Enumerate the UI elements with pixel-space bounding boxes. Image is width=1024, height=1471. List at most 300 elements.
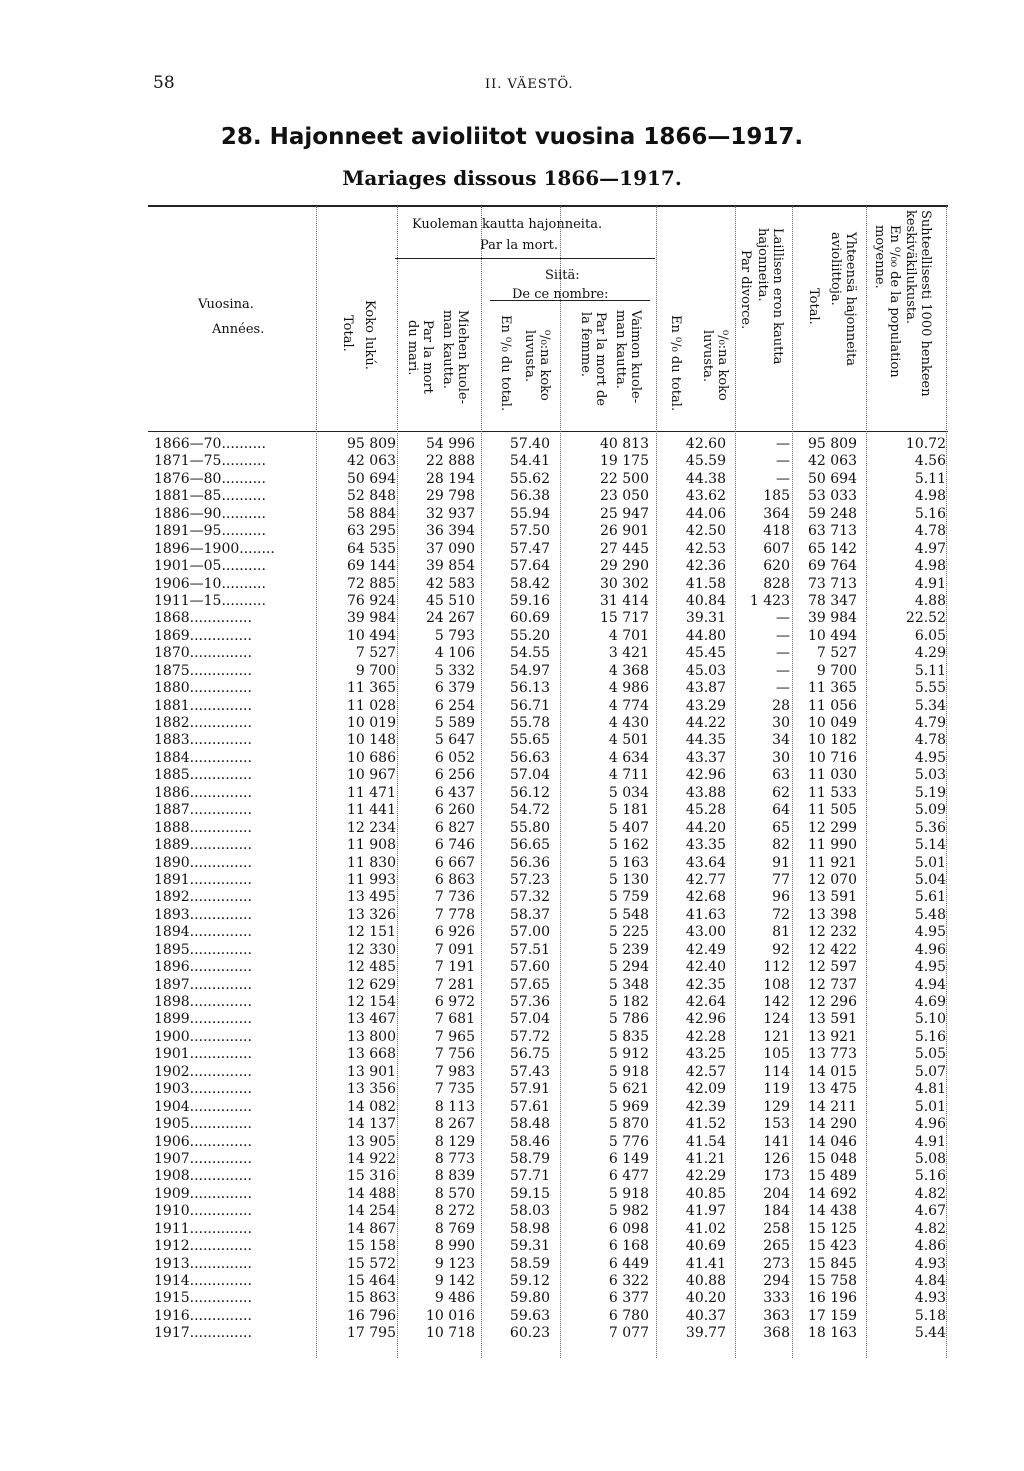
cell-husband: 8 267 bbox=[434, 1116, 475, 1133]
cell-total: 11 471 bbox=[347, 784, 396, 801]
cell-wife-pct: 45.28 bbox=[685, 802, 726, 819]
cell-husband: 7 756 bbox=[434, 1046, 475, 1063]
table-row bbox=[0, 523, 1024, 540]
header-total-fr: Total. bbox=[340, 315, 355, 352]
cell-wife: 5 130 bbox=[608, 871, 649, 888]
header-husband: Miehen kuole- man kautta. bbox=[440, 310, 470, 405]
cell-wife-pct: 40.20 bbox=[685, 1290, 726, 1307]
cell-husband: 7 735 bbox=[434, 1081, 475, 1098]
cell-divorce: 142 bbox=[763, 994, 790, 1010]
cell-wife: 5 294 bbox=[608, 959, 649, 976]
cell-wife: 5 776 bbox=[608, 1133, 649, 1150]
cell-year: 1906.............. bbox=[154, 1133, 252, 1150]
cell-total: 13 467 bbox=[347, 1011, 396, 1028]
cell-husband: 6 260 bbox=[434, 802, 475, 819]
header-sum: Yhteensä hajonneita avioliittoja. bbox=[828, 232, 858, 367]
cell-per1000: 4.82 bbox=[914, 1220, 946, 1237]
cell-year: 1871—75.......... bbox=[154, 453, 266, 470]
cell-sum: 7 527 bbox=[816, 645, 857, 662]
cell-year: 1890.............. bbox=[154, 854, 252, 871]
cell-total: 39 984 bbox=[347, 610, 396, 627]
cell-per1000: 4.84 bbox=[914, 1273, 946, 1289]
cell-wife-pct: 44.22 bbox=[685, 715, 726, 731]
cell-sum: 18 163 bbox=[808, 1325, 857, 1342]
cell-husband-pct: 60.69 bbox=[509, 610, 550, 627]
cell-husband: 5 589 bbox=[434, 715, 475, 731]
cell-wife: 19 175 bbox=[600, 453, 649, 470]
cell-husband-pct: 54.72 bbox=[509, 802, 550, 819]
cell-wife: 5 969 bbox=[608, 1098, 649, 1115]
cell-sum: 14 438 bbox=[808, 1203, 857, 1220]
cell-total: 13 495 bbox=[347, 889, 396, 906]
cell-sum: 12 737 bbox=[808, 976, 857, 993]
cell-per1000: 5.16 bbox=[914, 1168, 946, 1185]
cell-per1000: 5.10 bbox=[914, 1011, 946, 1028]
cell-per1000: 4.88 bbox=[914, 592, 946, 609]
cell-wife: 5 982 bbox=[608, 1203, 649, 1220]
cell-wife: 22 500 bbox=[600, 470, 649, 487]
cell-per1000: 5.01 bbox=[914, 854, 946, 871]
cell-husband: 22 888 bbox=[426, 453, 475, 470]
cell-wife-pct: 42.40 bbox=[685, 959, 726, 976]
cell-per1000: 4.79 bbox=[914, 715, 946, 731]
cell-sum: 10 494 bbox=[808, 627, 857, 644]
cell-husband: 9 486 bbox=[434, 1290, 475, 1307]
cell-divorce: 185 bbox=[763, 488, 790, 505]
cell-total: 10 148 bbox=[347, 732, 396, 749]
cell-wife: 4 986 bbox=[608, 680, 649, 697]
cell-wife: 5 918 bbox=[608, 1185, 649, 1202]
cell-divorce: 64 bbox=[772, 802, 790, 819]
cell-divorce: 72 bbox=[772, 906, 790, 923]
table-row bbox=[0, 558, 1024, 575]
cell-husband: 8 570 bbox=[434, 1185, 475, 1202]
cell-total: 7 527 bbox=[355, 645, 396, 662]
cell-total: 15 316 bbox=[347, 1168, 396, 1185]
cell-divorce: 620 bbox=[763, 558, 790, 575]
table-row bbox=[0, 1308, 1024, 1325]
cell-husband-pct: 57.72 bbox=[509, 1028, 550, 1045]
cell-husband-pct: 57.00 bbox=[509, 924, 550, 941]
cell-year: 1896—1900........ bbox=[154, 540, 275, 557]
cell-husband-pct: 58.48 bbox=[509, 1116, 550, 1133]
cell-wife-pct: 42.29 bbox=[685, 1168, 726, 1185]
cell-husband-pct: 59.63 bbox=[509, 1307, 550, 1324]
cell-divorce: 62 bbox=[772, 784, 790, 801]
cell-sum: 59 248 bbox=[808, 505, 857, 522]
cell-divorce: 81 bbox=[772, 924, 790, 941]
cell-wife-pct: 43.00 bbox=[685, 924, 726, 941]
cell-year: 1902.............. bbox=[154, 1063, 252, 1080]
cell-divorce: 92 bbox=[772, 941, 790, 958]
cell-wife-pct: 40.84 bbox=[685, 592, 726, 609]
cell-per1000: 4.69 bbox=[914, 994, 946, 1010]
cell-wife-pct: 42.57 bbox=[685, 1063, 726, 1080]
cell-wife-pct: 44.38 bbox=[685, 470, 726, 487]
cell-wife-pct: 42.96 bbox=[685, 767, 726, 784]
cell-wife: 31 414 bbox=[600, 592, 649, 609]
cell-per1000: 4.96 bbox=[914, 1116, 946, 1133]
cell-year: 1891—95.......... bbox=[154, 523, 266, 540]
cell-husband-pct: 58.59 bbox=[509, 1255, 550, 1272]
cell-year: 1908.............. bbox=[154, 1168, 252, 1185]
cell-per1000: 5.05 bbox=[914, 1046, 946, 1063]
header-siita: Siitä: bbox=[545, 268, 580, 283]
cell-sum: 50 694 bbox=[808, 470, 857, 487]
cell-total: 12 485 bbox=[347, 959, 396, 976]
cell-husband-pct: 58.03 bbox=[509, 1203, 550, 1220]
cell-sum: 17 159 bbox=[808, 1307, 857, 1324]
cell-sum: 14 211 bbox=[808, 1098, 857, 1115]
cell-husband-pct: 56.13 bbox=[509, 680, 550, 697]
cell-wife: 6 780 bbox=[608, 1307, 649, 1324]
cell-husband: 7 091 bbox=[434, 941, 475, 958]
cell-divorce: — bbox=[776, 645, 790, 662]
cell-husband: 7 281 bbox=[434, 976, 475, 993]
cell-wife: 27 445 bbox=[600, 540, 649, 557]
cell-wife: 5 182 bbox=[608, 994, 649, 1010]
cell-per1000: 5.16 bbox=[914, 1028, 946, 1045]
cell-per1000: 5.61 bbox=[914, 889, 946, 906]
cell-sum: 14 015 bbox=[808, 1063, 857, 1080]
cell-divorce: 294 bbox=[763, 1273, 790, 1289]
cell-per1000: 4.81 bbox=[914, 1081, 946, 1098]
cell-per1000: 4.93 bbox=[914, 1290, 946, 1307]
cell-per1000: 5.11 bbox=[914, 662, 946, 679]
cell-total: 72 885 bbox=[347, 575, 396, 592]
cell-wife: 4 711 bbox=[608, 767, 649, 784]
cell-wife: 5 918 bbox=[608, 1063, 649, 1080]
cell-total: 12 151 bbox=[347, 924, 396, 941]
cell-husband-pct: 57.04 bbox=[509, 1011, 550, 1028]
cell-total: 15 863 bbox=[347, 1290, 396, 1307]
cell-per1000: 4.78 bbox=[914, 523, 946, 540]
cell-wife: 5 348 bbox=[608, 976, 649, 993]
cell-divorce: 119 bbox=[763, 1081, 790, 1098]
table-row bbox=[0, 732, 1024, 749]
cell-wife-pct: 41.41 bbox=[685, 1255, 726, 1272]
cell-per1000: 5.04 bbox=[914, 871, 946, 888]
cell-divorce: 126 bbox=[763, 1150, 790, 1167]
cell-husband-pct: 57.71 bbox=[509, 1168, 550, 1185]
cell-year: 1901.............. bbox=[154, 1046, 252, 1063]
cell-husband: 8 990 bbox=[434, 1238, 475, 1255]
cell-wife-pct: 43.35 bbox=[685, 837, 726, 854]
cell-total: 17 795 bbox=[347, 1325, 396, 1342]
cell-divorce: — bbox=[776, 453, 790, 470]
cell-total: 16 796 bbox=[347, 1307, 396, 1324]
cell-husband-pct: 57.50 bbox=[509, 523, 550, 540]
cell-sum: 53 033 bbox=[808, 488, 857, 505]
cell-year: 1883.............. bbox=[154, 732, 252, 749]
table-row bbox=[0, 1325, 1024, 1342]
cell-husband-pct: 56.63 bbox=[509, 749, 550, 766]
cell-total: 14 867 bbox=[347, 1220, 396, 1237]
cell-per1000: 4.67 bbox=[914, 1203, 946, 1220]
cell-divorce: 153 bbox=[763, 1116, 790, 1133]
cell-divorce: — bbox=[776, 470, 790, 487]
table-row bbox=[0, 1011, 1024, 1028]
cell-year: 1909.............. bbox=[154, 1185, 252, 1202]
cell-wife: 4 501 bbox=[608, 732, 649, 749]
cell-wife-pct: 41.52 bbox=[685, 1116, 726, 1133]
cell-per1000: 5.09 bbox=[914, 802, 946, 819]
cell-husband-pct: 57.47 bbox=[509, 540, 550, 557]
cell-husband-pct: 57.32 bbox=[509, 889, 550, 906]
cell-divorce: 96 bbox=[772, 889, 790, 906]
cell-year: 1905.............. bbox=[154, 1116, 252, 1133]
cell-husband-pct: 56.38 bbox=[509, 488, 550, 505]
cell-husband: 10 016 bbox=[426, 1307, 475, 1324]
cell-divorce: — bbox=[776, 680, 790, 697]
table-row bbox=[0, 471, 1024, 488]
cell-divorce: 364 bbox=[763, 505, 790, 522]
cell-per1000: 4.82 bbox=[914, 1185, 946, 1202]
cell-wife-pct: 42.50 bbox=[685, 523, 726, 540]
cell-wife: 29 290 bbox=[600, 558, 649, 575]
cell-husband: 7 983 bbox=[434, 1063, 475, 1080]
cell-total: 14 082 bbox=[347, 1098, 396, 1115]
cell-husband-pct: 57.51 bbox=[509, 941, 550, 958]
cell-wife-pct: 42.77 bbox=[685, 871, 726, 888]
cell-husband: 8 272 bbox=[434, 1203, 475, 1220]
cell-wife: 4 774 bbox=[608, 697, 649, 714]
cell-divorce: 184 bbox=[763, 1203, 790, 1220]
cell-sum: 65 142 bbox=[808, 540, 857, 557]
cell-husband-pct: 55.20 bbox=[509, 627, 550, 644]
cell-husband: 8 769 bbox=[434, 1220, 475, 1237]
cell-per1000: 22.52 bbox=[905, 610, 946, 627]
cell-husband-pct: 57.04 bbox=[509, 767, 550, 784]
cell-total: 12 154 bbox=[347, 994, 396, 1010]
table-row bbox=[0, 820, 1024, 837]
cell-husband-pct: 55.80 bbox=[509, 819, 550, 836]
cell-year: 1889.............. bbox=[154, 837, 252, 854]
cell-year: 1886.............. bbox=[154, 784, 252, 801]
cell-per1000: 5.11 bbox=[914, 470, 946, 487]
cell-husband: 39 854 bbox=[426, 558, 475, 575]
cell-husband: 6 256 bbox=[434, 767, 475, 784]
cell-husband: 6 254 bbox=[434, 697, 475, 714]
cell-wife-pct: 40.88 bbox=[685, 1273, 726, 1289]
cell-wife: 3 421 bbox=[608, 645, 649, 662]
cell-total: 10 494 bbox=[347, 627, 396, 644]
cell-year: 1880.............. bbox=[154, 680, 252, 697]
cell-sum: 10 182 bbox=[808, 732, 857, 749]
cell-sum: 15 048 bbox=[808, 1150, 857, 1167]
cell-sum: 12 070 bbox=[808, 871, 857, 888]
header-divorce: Laillisen eron kautta hajonneita. bbox=[755, 228, 785, 365]
cell-divorce: 65 bbox=[772, 819, 790, 836]
cell-husband: 6 667 bbox=[434, 854, 475, 871]
cell-divorce: 34 bbox=[772, 732, 790, 749]
cell-total: 14 922 bbox=[347, 1150, 396, 1167]
cell-husband-pct: 58.46 bbox=[509, 1133, 550, 1150]
table-row bbox=[0, 1116, 1024, 1133]
cell-year: 1917.............. bbox=[154, 1325, 252, 1342]
cell-wife: 4 368 bbox=[608, 662, 649, 679]
cell-husband: 6 926 bbox=[434, 924, 475, 941]
cell-sum: 11 990 bbox=[808, 837, 857, 854]
cell-wife: 6 322 bbox=[608, 1273, 649, 1289]
cell-total: 11 441 bbox=[347, 802, 396, 819]
table-row bbox=[0, 576, 1024, 593]
cell-husband-pct: 57.36 bbox=[509, 994, 550, 1010]
table-row bbox=[0, 785, 1024, 802]
cell-per1000: 5.44 bbox=[914, 1325, 946, 1342]
cell-divorce: 273 bbox=[763, 1255, 790, 1272]
cell-sum: 13 591 bbox=[808, 1011, 857, 1028]
cell-husband: 7 681 bbox=[434, 1011, 475, 1028]
cell-per1000: 5.07 bbox=[914, 1063, 946, 1080]
cell-total: 10 686 bbox=[347, 749, 396, 766]
cell-wife-pct: 40.69 bbox=[685, 1238, 726, 1255]
cell-year: 1916.............. bbox=[154, 1307, 252, 1324]
cell-wife-pct: 42.35 bbox=[685, 976, 726, 993]
cell-sum: 63 713 bbox=[808, 523, 857, 540]
cell-sum: 11 030 bbox=[808, 767, 857, 784]
cell-year: 1899.............. bbox=[154, 1011, 252, 1028]
table-row bbox=[0, 698, 1024, 715]
cell-per1000: 5.08 bbox=[914, 1150, 946, 1167]
running-head: II. VÄESTÖ. bbox=[485, 77, 574, 92]
cell-sum: 95 809 bbox=[808, 436, 857, 452]
cell-per1000: 4.78 bbox=[914, 732, 946, 749]
cell-sum: 13 475 bbox=[808, 1081, 857, 1098]
table-row bbox=[0, 593, 1024, 610]
cell-year: 1911.............. bbox=[154, 1220, 252, 1237]
header-per1000: Suhteellisesti 1000 henkeen keskiväkilukusta. bbox=[903, 210, 933, 397]
cell-husband: 6 827 bbox=[434, 819, 475, 836]
cell-husband-pct: 54.55 bbox=[509, 645, 550, 662]
cell-husband-pct: 56.75 bbox=[509, 1046, 550, 1063]
cell-husband-pct: 56.36 bbox=[509, 854, 550, 871]
cell-sum: 69 764 bbox=[808, 558, 857, 575]
table-row bbox=[0, 959, 1024, 976]
cell-wife-pct: 41.58 bbox=[685, 575, 726, 592]
cell-wife-pct: 45.45 bbox=[685, 645, 726, 662]
cell-total: 69 144 bbox=[347, 558, 396, 575]
table-body bbox=[0, 436, 1024, 1343]
cell-wife-pct: 42.60 bbox=[685, 436, 726, 452]
cell-wife: 4 634 bbox=[608, 749, 649, 766]
header-siita-fr: De ce nombre: bbox=[512, 287, 609, 302]
cell-year: 1895.............. bbox=[154, 941, 252, 958]
cell-wife: 5 548 bbox=[608, 906, 649, 923]
cell-sum: 10 049 bbox=[808, 715, 857, 731]
cell-wife: 5 786 bbox=[608, 1011, 649, 1028]
cell-year: 1915.............. bbox=[154, 1290, 252, 1307]
cell-per1000: 6.05 bbox=[914, 627, 946, 644]
cell-husband: 8 113 bbox=[434, 1098, 475, 1115]
cell-wife: 5 912 bbox=[608, 1046, 649, 1063]
cell-husband-pct: 58.98 bbox=[509, 1220, 550, 1237]
header-wife-fr: Par la mort de la femme. bbox=[578, 312, 608, 407]
cell-per1000: 4.91 bbox=[914, 1133, 946, 1150]
cell-husband: 32 937 bbox=[426, 505, 475, 522]
cell-divorce: 105 bbox=[763, 1046, 790, 1063]
cell-per1000: 4.95 bbox=[914, 959, 946, 976]
cell-total: 42 063 bbox=[347, 453, 396, 470]
cell-sum: 14 290 bbox=[808, 1116, 857, 1133]
table-row bbox=[0, 663, 1024, 680]
cell-husband: 37 090 bbox=[426, 540, 475, 557]
cell-sum: 15 758 bbox=[808, 1273, 857, 1289]
cell-sum: 13 398 bbox=[808, 906, 857, 923]
cell-year: 1881.............. bbox=[154, 697, 252, 714]
cell-total: 95 809 bbox=[347, 436, 396, 452]
cell-husband: 7 965 bbox=[434, 1028, 475, 1045]
cell-sum: 12 299 bbox=[808, 819, 857, 836]
cell-per1000: 4.29 bbox=[914, 645, 946, 662]
cell-husband-pct: 56.12 bbox=[509, 784, 550, 801]
cell-divorce: 173 bbox=[763, 1168, 790, 1185]
cell-year: 1911—15.......... bbox=[154, 592, 266, 609]
table-row bbox=[0, 802, 1024, 819]
cell-sum: 12 296 bbox=[808, 994, 857, 1010]
cell-divorce: — bbox=[776, 662, 790, 679]
cell-husband-pct: 59.16 bbox=[509, 592, 550, 609]
cell-wife: 23 050 bbox=[600, 488, 649, 505]
cell-sum: 73 713 bbox=[808, 575, 857, 592]
cell-total: 12 330 bbox=[347, 941, 396, 958]
table-title: 28. Hajonneet avioliitot vuosina 1866—1917. bbox=[220, 124, 804, 150]
cell-wife: 30 302 bbox=[600, 575, 649, 592]
cell-total: 76 924 bbox=[347, 592, 396, 609]
cell-sum: 39 984 bbox=[808, 610, 857, 627]
cell-husband-pct: 55.65 bbox=[509, 732, 550, 749]
cell-divorce: 1 423 bbox=[749, 592, 790, 609]
cell-sum: 78 347 bbox=[808, 592, 857, 609]
cell-husband-pct: 55.78 bbox=[509, 715, 550, 731]
cell-wife: 25 947 bbox=[600, 505, 649, 522]
cell-husband: 54 996 bbox=[426, 436, 475, 452]
table-row bbox=[0, 767, 1024, 784]
table-row bbox=[0, 924, 1024, 941]
cell-year: 1912.............. bbox=[154, 1238, 252, 1255]
cell-husband-pct: 56.65 bbox=[509, 837, 550, 854]
cell-divorce: 333 bbox=[763, 1290, 790, 1307]
cell-husband: 7 736 bbox=[434, 889, 475, 906]
cell-husband: 45 510 bbox=[426, 592, 475, 609]
cell-total: 11 028 bbox=[347, 697, 396, 714]
cell-total: 15 572 bbox=[347, 1255, 396, 1272]
cell-per1000: 5.36 bbox=[914, 819, 946, 836]
cell-husband: 7 191 bbox=[434, 959, 475, 976]
header-wife: Vaimon kuole- man kautta. bbox=[613, 310, 643, 404]
cell-divorce: 108 bbox=[763, 976, 790, 993]
table-row bbox=[0, 1046, 1024, 1063]
cell-wife: 5 181 bbox=[608, 802, 649, 819]
cell-divorce: 30 bbox=[772, 715, 790, 731]
cell-per1000: 4.98 bbox=[914, 558, 946, 575]
cell-husband: 8 839 bbox=[434, 1168, 475, 1185]
cell-wife-pct: 42.09 bbox=[685, 1081, 726, 1098]
cell-wife-pct: 42.64 bbox=[685, 994, 726, 1010]
cell-year: 1888.............. bbox=[154, 819, 252, 836]
header-death-group-fr: Par la mort. bbox=[480, 238, 559, 253]
cell-wife-pct: 43.62 bbox=[685, 488, 726, 505]
cell-per1000: 4.95 bbox=[914, 924, 946, 941]
cell-husband-pct: 58.79 bbox=[509, 1150, 550, 1167]
cell-wife: 4 430 bbox=[608, 715, 649, 731]
cell-year: 1887.............. bbox=[154, 802, 252, 819]
cell-year: 1910.............. bbox=[154, 1203, 252, 1220]
cell-divorce: 28 bbox=[772, 697, 790, 714]
cell-year: 1898.............. bbox=[154, 994, 252, 1010]
table-row bbox=[0, 855, 1024, 872]
table-row bbox=[0, 453, 1024, 470]
